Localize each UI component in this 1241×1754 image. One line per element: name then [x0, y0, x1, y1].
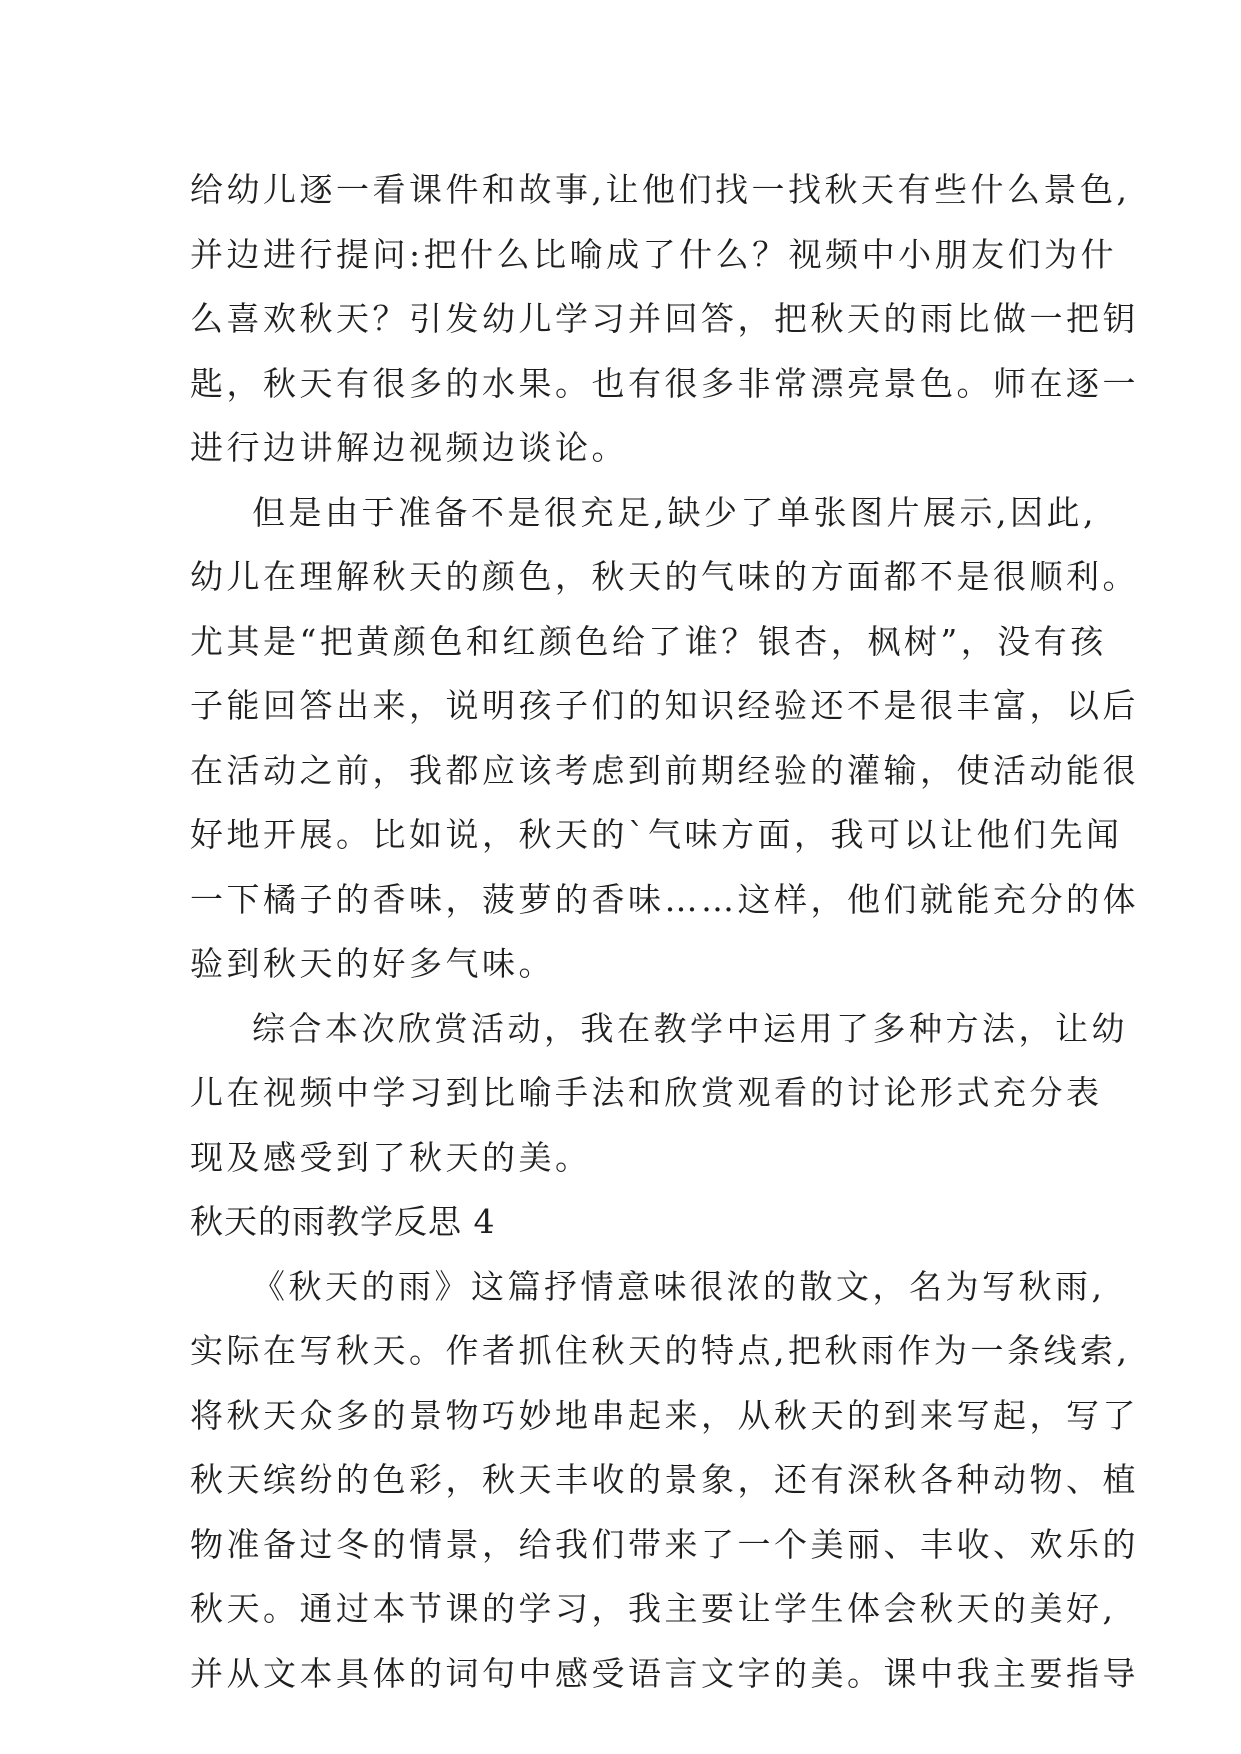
- text-line: 尤其是“把黄颜色和红颜色给了谁？银杏，枫树”，没有孩: [190, 621, 1107, 661]
- text-line: 儿在视频中学习到比喻手法和欣赏观看的讨论形式充分表: [190, 1073, 1103, 1112]
- text-line: 匙，秋天有很多的水果。也有很多非常漂亮景色。师在逐一: [190, 363, 1139, 403]
- text-line: 在活动之前，我都应该考虑到前期经验的灌输，使活动能很: [190, 750, 1139, 790]
- text-line: 给幼儿逐一看课件和故事,让他们找一找秋天有些什么景色,: [190, 170, 1131, 209]
- text-line: 现及感受到了秋天的美。: [190, 1137, 592, 1177]
- text-line: 并边进行提问:把什么比喻成了什么？视频中小朋友们为什: [190, 234, 1118, 274]
- text-line: 么喜欢秋天？引发幼儿学习并回答，把秋天的雨比做一把钥: [190, 299, 1139, 338]
- text-line: 将秋天众多的景物巧妙地串起来，从秋天的到来写起，写了: [190, 1395, 1139, 1435]
- text-line: 子能回答出来，说明孩子们的知识经验还不是很丰富，以后: [190, 686, 1139, 725]
- text-line: 验到秋天的好多气味。: [190, 944, 555, 983]
- text-line: 秋天缤纷的色彩，秋天丰收的景象，还有深秋各种动物、植: [190, 1460, 1139, 1499]
- text-line: 幼儿在理解秋天的颜色，秋天的气味的方面都不是很顺利。: [190, 557, 1139, 596]
- text-line: 进行边讲解边视频边谈论。: [190, 428, 628, 467]
- section-heading: 秋天的雨教学反思 4: [190, 1202, 496, 1241]
- text-line: 物准备过冬的情景，给我们带来了一个美丽、丰收、欢乐的: [190, 1524, 1139, 1564]
- text-line: 一下橘子的香味，菠萝的香味……这样，他们就能充分的体: [190, 879, 1139, 919]
- paragraph-first-line: 但是由于准备不是很充足,缺少了单张图片展示,因此,: [252, 492, 1097, 532]
- paragraph-first-line: 《秋天的雨》这篇抒情意味很浓的散文，名为写秋雨,: [252, 1266, 1106, 1306]
- document-text-body: [190, 158, 1139, 1706]
- text-line: 好地开展。比如说，秋天的`气味方面，我可以让他们先闻: [190, 815, 1123, 854]
- paragraph-first-line: 综合本次欣赏活动，我在教学中运用了多种方法，让幼: [252, 1008, 1128, 1048]
- text-line: 秋天。通过本节课的学习，我主要让学生体会秋天的美好,: [190, 1589, 1117, 1628]
- text-line: 并从文本具体的词句中感受语言文字的美。课中我主要指导: [190, 1653, 1139, 1693]
- text-line: 实际在写秋天。作者抓住秋天的特点,把秋雨作为一条线索,: [190, 1331, 1131, 1370]
